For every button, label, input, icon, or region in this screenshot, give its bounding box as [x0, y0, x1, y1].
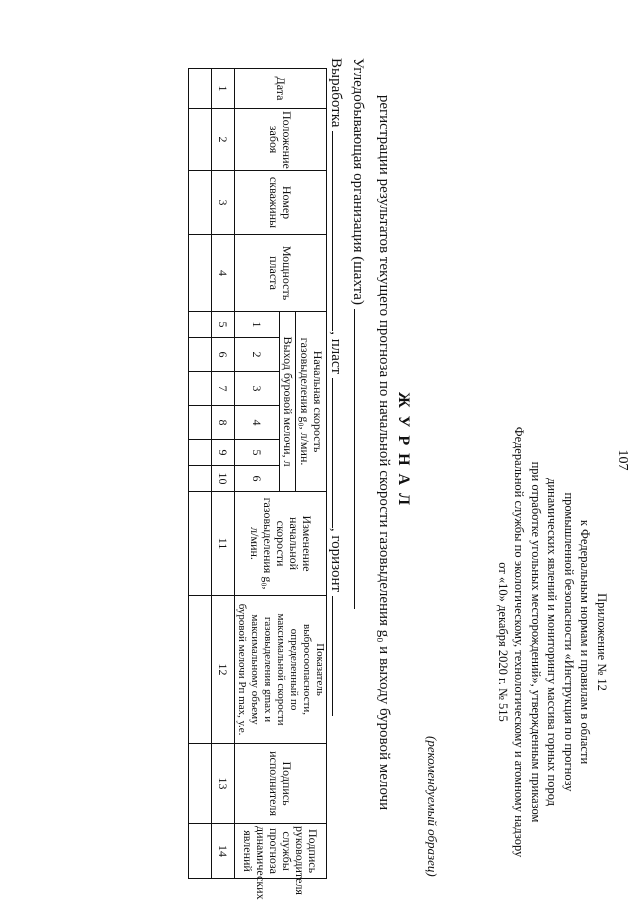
subcolumn-header: 6 — [235, 466, 280, 492]
column-number: 7 — [212, 372, 235, 406]
header-face-position: Положение забоя — [235, 109, 327, 171]
appendix-line: Федеральной службы по экологическому, технологическому и атомному надзору — [512, 426, 527, 858]
column-number: 5 — [212, 312, 235, 338]
header-executor-signature: Подпись исполнителя — [235, 744, 327, 824]
column-number: 2 — [212, 109, 235, 171]
header-head-signature: Подпись руководителя службы прогноза динамических явлений — [235, 824, 327, 879]
column-number: 1 — [212, 69, 235, 109]
horizon-label: , горизонт — [328, 527, 344, 593]
column-number: 4 — [212, 235, 235, 312]
working-line — [327, 58, 346, 716]
column-number: 10 — [212, 466, 235, 492]
empty-cell — [189, 235, 212, 312]
empty-cell — [189, 824, 212, 879]
empty-cell — [189, 312, 212, 338]
organization-line — [349, 58, 368, 609]
empty-cell — [189, 596, 212, 744]
empty-cell — [189, 406, 212, 440]
header-rate-change: Изменение начальной скорости газовыделения g₀, л/мин. — [235, 492, 327, 596]
subcolumn-header: 3 — [235, 372, 280, 406]
header-initial-gas-rate — [295, 312, 326, 492]
column-number: 11 — [212, 492, 235, 596]
organization-label: Угледобывающая организация (шахта) — [350, 58, 366, 305]
appendix-line: динамических явлений и мониторингу массива горных пород — [545, 477, 560, 806]
appendix-header — [495, 392, 611, 892]
empty-cell — [189, 338, 212, 372]
seam-label: , пласт — [328, 331, 344, 375]
appendix-line: от «10» декабря 2020 г. № 515 — [496, 562, 510, 722]
organization-blank — [354, 309, 368, 609]
group-header-line: Начальная скорость — [310, 350, 325, 453]
column-number: 3 — [212, 171, 235, 235]
empty-cell — [189, 466, 212, 492]
header-seam-thickness: Мощность пласта — [235, 235, 327, 312]
subcolumn-header: 1 — [235, 312, 280, 338]
header-date: Дата — [235, 69, 327, 109]
empty-data-row — [189, 69, 212, 879]
journal-title: ЖУРНАЛ — [395, 391, 412, 514]
page-number: 107 — [615, 449, 630, 471]
working-label: Выработка — [328, 58, 344, 128]
column-number: 14 — [212, 824, 235, 879]
journal-table — [188, 68, 327, 900]
empty-cell — [189, 372, 212, 406]
group-header-line: газовыделения g₀, л/мин. — [297, 337, 312, 466]
horizon-blank — [332, 596, 346, 716]
journal-subtitle: регистрации результатов текущего прогноза по начальной скорости газовыделения g₀ и выходу буровой мелочи — [376, 94, 392, 811]
subcolumn-header: 2 — [235, 338, 280, 372]
appendix-line: к Федеральным нормам и правилам в области — [578, 519, 593, 765]
empty-cell — [189, 171, 212, 235]
column-number: 9 — [212, 440, 235, 466]
column-number: 6 — [212, 338, 235, 372]
subcolumn-header: 4 — [235, 406, 280, 440]
header-cuttings-yield: Выход буровой мелочи, л — [279, 312, 295, 492]
empty-cell — [189, 440, 212, 466]
appendix-line: при отработке угольных месторождений», утвержденным приказом — [529, 461, 543, 823]
sample-note: (рекомендуемый образец) — [425, 736, 440, 877]
empty-cell — [189, 109, 212, 171]
column-number: 12 — [212, 596, 235, 744]
appendix-line: Приложение № 12 — [595, 593, 609, 691]
working-blank — [332, 131, 346, 331]
seam-blank — [332, 378, 346, 528]
header-row — [295, 69, 326, 879]
subcolumn-header: 5 — [235, 440, 280, 466]
header-outburst-indicator: Показатель выбросоопасности, определенный по максимальной скорости газовыделения gmax и максимальному объему буровой мелочи Pп max, у.е. — [235, 596, 327, 744]
appendix-line: промышленной безопасности «Инструкция по прогнозу — [562, 492, 576, 792]
column-number-row — [212, 69, 235, 879]
column-number: 13 — [212, 744, 235, 824]
empty-cell — [189, 492, 212, 596]
column-number: 8 — [212, 406, 235, 440]
header-well-number: Номер скважины — [235, 171, 327, 235]
empty-cell — [189, 744, 212, 824]
empty-cell — [189, 69, 212, 109]
